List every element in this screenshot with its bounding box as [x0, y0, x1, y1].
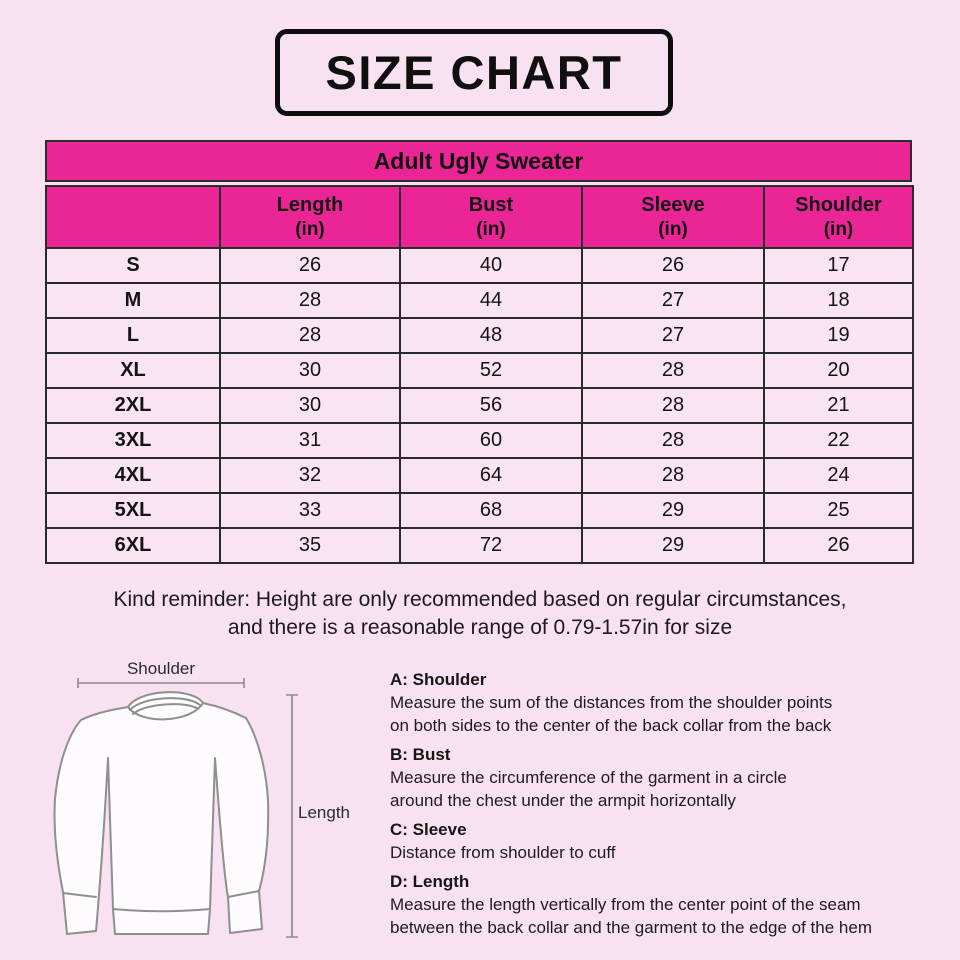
column-label: Length: [276, 194, 344, 216]
measurement-c-sleeve: [390, 818, 950, 864]
column-unit: (in): [295, 219, 325, 240]
bust-value: 40: [400, 248, 582, 283]
shoulder-value: 24: [764, 458, 913, 493]
table-row-4xl: [46, 458, 913, 493]
page-title: SIZE CHART: [325, 46, 623, 99]
length-value: 31: [220, 423, 400, 458]
length-measure-line: [286, 695, 298, 937]
column-header-shoulder: [764, 186, 913, 248]
bust-value: 60: [400, 423, 582, 458]
measurement-b-bust: [390, 743, 950, 812]
length-value: 26: [220, 248, 400, 283]
sleeve-value: 29: [582, 493, 764, 528]
column-header-length: [220, 186, 400, 248]
size-label: S: [46, 248, 220, 283]
table-row-l: [46, 318, 913, 353]
table-row-s: [46, 248, 913, 283]
sleeve-value: 29: [582, 528, 764, 563]
shoulder-value: 26: [764, 528, 913, 563]
sleeve-value: 28: [582, 388, 764, 423]
bust-value: 44: [400, 283, 582, 318]
size-label: 4XL: [46, 458, 220, 493]
sweater-outline: [55, 692, 269, 934]
length-value: 35: [220, 528, 400, 563]
measurement-text-line: Measure the length vertically from the center point of the seam: [390, 895, 861, 914]
measurement-text-line: Distance from shoulder to cuff: [390, 843, 616, 862]
size-label: XL: [46, 353, 220, 388]
measurement-a-shoulder: [390, 668, 950, 737]
size-table: [45, 185, 914, 564]
table-row-xl: [46, 353, 913, 388]
size-label: M: [46, 283, 220, 318]
kind-reminder: [0, 586, 960, 642]
size-label: L: [46, 318, 220, 353]
column-unit: (in): [658, 219, 688, 240]
bust-value: 52: [400, 353, 582, 388]
shoulder-value: 22: [764, 423, 913, 458]
table-row-m: [46, 283, 913, 318]
shoulder-value: 18: [764, 283, 913, 318]
size-chart-title-box: [275, 29, 673, 116]
length-value: 33: [220, 493, 400, 528]
length-value: 28: [220, 283, 400, 318]
reminder-line-2: and there is a reasonable range of 0.79-1.57in for size: [227, 616, 733, 639]
header-row: [46, 186, 913, 248]
measurement-instructions: [390, 660, 950, 945]
measurement-text-line: Measure the circumference of the garment in a circle: [390, 768, 787, 787]
size-label: 5XL: [46, 493, 220, 528]
size-label: 2XL: [46, 388, 220, 423]
length-value: 30: [220, 353, 400, 388]
table-row-6xl: [46, 528, 913, 563]
sweater-diagram: [50, 650, 390, 950]
length-value: 28: [220, 318, 400, 353]
bust-value: 48: [400, 318, 582, 353]
measurement-heading: C: Sleeve: [390, 820, 467, 839]
sleeve-value: 27: [582, 318, 764, 353]
measurement-text-line: between the back collar and the garment to the edge of the hem: [390, 918, 872, 937]
table-row-3xl: [46, 423, 913, 458]
bust-value: 64: [400, 458, 582, 493]
column-label: Shoulder: [795, 194, 882, 216]
length-value: 30: [220, 388, 400, 423]
corner-cell: [46, 186, 220, 248]
sleeve-value: 26: [582, 248, 764, 283]
table-row-2xl: [46, 388, 913, 423]
column-header-bust: [400, 186, 582, 248]
bust-value: 72: [400, 528, 582, 563]
column-header-sleeve: [582, 186, 764, 248]
measurement-text-line: around the chest under the armpit horizontally: [390, 791, 736, 810]
measurement-d-length: [390, 870, 950, 939]
sleeve-value: 28: [582, 458, 764, 493]
shoulder-diagram-label: Shoulder: [126, 659, 196, 678]
measurement-heading: B: Bust: [390, 745, 451, 764]
measurement-heading: A: Shoulder: [390, 670, 487, 689]
shoulder-value: 25: [764, 493, 913, 528]
sleeve-value: 27: [582, 283, 764, 318]
column-label: Bust: [468, 194, 514, 216]
sleeve-value: 28: [582, 423, 764, 458]
column-unit: (in): [476, 219, 506, 240]
table-row-5xl: [46, 493, 913, 528]
shoulder-measure-line: [78, 678, 244, 688]
table-caption-text: Adult Ugly Sweater: [373, 147, 584, 174]
bust-value: 56: [400, 388, 582, 423]
column-label: Sleeve: [641, 194, 705, 216]
measurement-text-line: on both sides to the center of the back collar from the back: [390, 716, 832, 735]
shoulder-value: 17: [764, 248, 913, 283]
size-label: 3XL: [46, 423, 220, 458]
shoulder-value: 20: [764, 353, 913, 388]
bust-value: 68: [400, 493, 582, 528]
table-caption: [45, 140, 912, 182]
shoulder-value: 19: [764, 318, 913, 353]
length-value: 32: [220, 458, 400, 493]
column-unit: (in): [823, 219, 854, 240]
shoulder-value: 21: [764, 388, 913, 423]
length-diagram-label: Length: [298, 803, 350, 822]
measurement-text-line: Measure the sum of the distances from the shoulder points: [390, 693, 833, 712]
measurement-heading: D: Length: [390, 872, 470, 891]
size-label: 6XL: [46, 528, 220, 563]
reminder-line-1: Kind reminder: Height are only recommended based on regular circumstances,: [113, 588, 847, 611]
sleeve-value: 28: [582, 353, 764, 388]
